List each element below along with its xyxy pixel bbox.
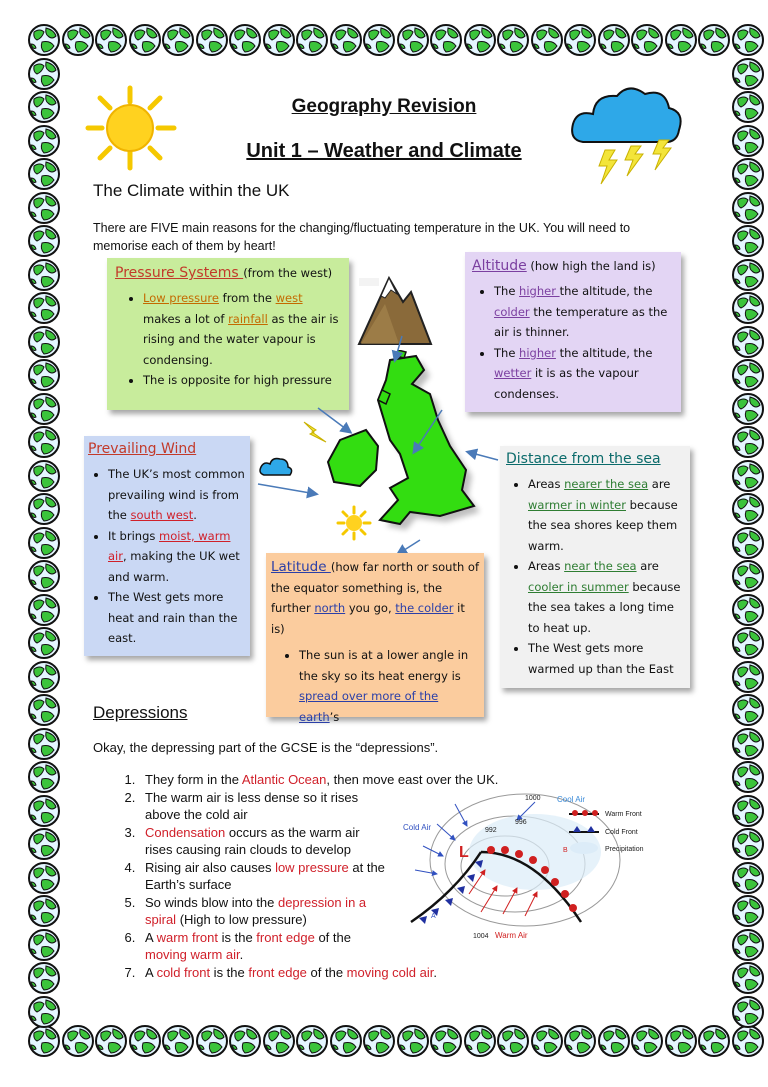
list-item: • Low pressure from the west makes a lot of rainfall as the air is rising and the water vapour is condensing.	[143, 288, 341, 370]
climate-heading: The Climate within the UK	[93, 181, 290, 200]
globe-icon	[730, 424, 766, 460]
globe-icon	[26, 357, 62, 393]
isobar-label: 1004	[473, 933, 489, 940]
globe-icon	[730, 324, 766, 360]
pressure-subtitle: (from the west)	[243, 266, 333, 280]
globe-icon	[26, 592, 62, 628]
list-item: • The West gets more warmed up than the East	[528, 638, 684, 679]
globe-icon	[160, 22, 196, 58]
latitude-box: Latitude (how far north or south of the equator something is, the further north you go, the colder it is) • The sun is at a lower angle in the sky so its heat energy is spread over more of the earth’s	[266, 553, 484, 717]
legend-precipitation: Precipitation	[605, 846, 644, 853]
globe-icon	[93, 1023, 129, 1059]
depressions-intro: Okay, the depressing part of the GCSE is the “depressions”.	[93, 740, 439, 755]
globe-icon	[227, 1023, 263, 1059]
point-a-label: A	[431, 913, 436, 920]
prevailing-wind-box	[84, 436, 250, 656]
globe-icon	[26, 290, 62, 326]
globe-icon	[26, 525, 62, 561]
list-item: 6. A warm front is the front edge of the moving warm air.	[139, 929, 389, 964]
globe-icon	[730, 960, 766, 996]
globe-icon	[294, 22, 330, 58]
globe-icon	[26, 257, 62, 293]
page-title: Geography Revision	[291, 96, 477, 117]
legend	[569, 810, 644, 854]
list-item: • Areas near the sea are cooler in summer because the sea takes a long time to heat up.	[528, 556, 684, 638]
pressure-systems-box	[107, 258, 349, 410]
globe-icon	[596, 1023, 632, 1059]
globe-icon	[730, 793, 766, 829]
isobar-label: 992	[485, 827, 497, 834]
globe-icon	[730, 357, 766, 393]
list-item: • The higher the altitude, the colder the temperature as the air is thinner.	[494, 281, 674, 343]
globe-icon	[26, 659, 62, 695]
globe-icon	[361, 1023, 397, 1059]
globe-icon	[730, 659, 766, 695]
globe-icon	[730, 458, 766, 494]
globe-icon	[26, 56, 62, 92]
globe-icon	[26, 22, 62, 58]
depressions-heading: Depressions	[93, 703, 188, 722]
globe-icon	[328, 1023, 364, 1059]
list-item: 5. So winds blow into the depression in a spiral (High to low pressure)	[139, 894, 389, 929]
globe-icon	[730, 56, 766, 92]
point-b-label: B	[563, 847, 568, 854]
globe-icon	[663, 1023, 699, 1059]
globe-icon	[127, 22, 163, 58]
globe-icon	[462, 1023, 498, 1059]
list-item: 7. A cold front is the front edge of the moving cold air.	[139, 964, 543, 982]
globe-icon	[227, 22, 263, 58]
globe-icon	[261, 22, 297, 58]
sun-icon	[80, 80, 180, 175]
globe-icon	[26, 726, 62, 762]
globe-icon	[361, 22, 397, 58]
globe-icon	[26, 793, 62, 829]
warm-air-label: Warm Air	[495, 931, 528, 940]
globe-icon	[730, 994, 766, 1030]
globe-icon	[730, 525, 766, 561]
altitude-subtitle: (how high the land is)	[526, 259, 656, 273]
mountain-icon	[355, 268, 435, 348]
globe-icon	[730, 223, 766, 259]
globe-icon	[730, 190, 766, 226]
list-item: • It brings moist, warm air, making the UK wet and warm.	[108, 526, 246, 588]
globe-icon	[730, 692, 766, 728]
globe-icon	[26, 391, 62, 427]
globe-icon	[60, 22, 96, 58]
globe-icon	[160, 1023, 196, 1059]
globe-icon	[328, 22, 364, 58]
globe-icon	[562, 1023, 598, 1059]
globe-icon	[462, 22, 498, 58]
globe-icon	[26, 491, 62, 527]
globe-icon	[730, 22, 766, 58]
globe-icon	[730, 927, 766, 963]
globe-icon	[395, 22, 431, 58]
altitude-title: Altitude	[472, 258, 527, 274]
globe-icon	[26, 994, 62, 1030]
sea-title: Distance from the sea	[506, 451, 661, 467]
globe-icon	[663, 22, 699, 58]
globe-icon	[26, 458, 62, 494]
latitude-title: Latitude	[271, 559, 331, 575]
globe-icon	[696, 22, 732, 58]
globe-icon	[730, 759, 766, 795]
pressure-title: Pressure Systems	[115, 265, 244, 281]
globe-icon	[730, 592, 766, 628]
list-item: 1. They form in the Atlantic Ocean, then move east over the UK.	[139, 771, 543, 789]
globe-icon	[261, 1023, 297, 1059]
list-item: • The UK’s most common prevailing wind is from the south west.	[108, 464, 246, 526]
globe-icon	[395, 1023, 431, 1059]
globe-icon	[495, 1023, 531, 1059]
globe-icon	[730, 558, 766, 594]
globe-icon	[730, 290, 766, 326]
list-item: • The is opposite for high pressure	[143, 370, 341, 391]
globe-icon	[696, 1023, 732, 1059]
globe-icon	[127, 1023, 163, 1059]
globe-icon	[26, 826, 62, 862]
globe-icon	[26, 927, 62, 963]
lightning-icon	[300, 418, 330, 446]
list-item: • Areas nearer the sea are warmer in winter because the sea shores keep them warm.	[528, 474, 684, 556]
globe-icon	[629, 22, 665, 58]
legend-cold-front: Cold Front	[605, 829, 638, 836]
legend-warm-front: Warm Front	[605, 811, 642, 818]
globe-icon	[730, 257, 766, 293]
globe-icon	[730, 625, 766, 661]
wind-title: Prevailing Wind	[88, 441, 197, 457]
globe-icon	[26, 190, 62, 226]
globe-icon	[562, 22, 598, 58]
list-item: • The West gets more heat and rain than the east.	[108, 587, 246, 649]
cloud-icon	[258, 455, 294, 481]
isobar-label: 996	[515, 819, 527, 826]
globe-icon	[93, 22, 129, 58]
globe-icon	[294, 1023, 330, 1059]
isobar-label: 1000	[525, 795, 541, 802]
globe-icon	[26, 692, 62, 728]
globe-icon	[529, 1023, 565, 1059]
globe-icon	[26, 625, 62, 661]
climate-intro: There are FIVE main reasons for the changing/fluctuating temperature in the UK. You will need to memorise each of them by heart!	[93, 221, 631, 253]
list-item: 3. Condensation occurs as the warm air rises causing rain clouds to develop	[139, 824, 389, 859]
globe-icon	[495, 22, 531, 58]
globe-icon	[26, 324, 62, 360]
globe-icon	[26, 223, 62, 259]
list-item: • The higher the altitude, the wetter it is as the vapour condenses.	[494, 343, 674, 405]
globe-icon	[26, 759, 62, 795]
globe-icon	[428, 22, 464, 58]
low-label: L	[459, 844, 469, 861]
depression-diagram	[385, 782, 685, 952]
list-item: • The sun is at a lower angle in the sky so its heat energy is spread over more of the earth’s	[299, 645, 479, 727]
globe-icon	[529, 22, 565, 58]
globe-icon	[730, 826, 766, 862]
globe-icon	[26, 893, 62, 929]
storm-cloud-icon	[565, 80, 690, 190]
globe-icon	[730, 726, 766, 762]
globe-icon	[194, 1023, 230, 1059]
globe-icon	[730, 893, 766, 929]
globe-icon	[26, 960, 62, 996]
globe-icon	[26, 558, 62, 594]
page-subtitle: Unit 1 – Weather and Climate	[246, 140, 522, 162]
list-item: 4. Rising air also causes low pressure at the Earth’s surface	[139, 859, 389, 894]
globe-icon	[730, 860, 766, 896]
globe-icon	[26, 860, 62, 896]
globe-icon	[26, 424, 62, 460]
small-sun-icon	[336, 505, 372, 541]
globe-icon	[629, 1023, 665, 1059]
globe-icon	[596, 22, 632, 58]
cool-air-label: Cool Air	[557, 795, 586, 804]
globe-icon	[730, 391, 766, 427]
globe-icon	[194, 22, 230, 58]
distance-from-sea-box	[500, 446, 690, 688]
globe-icon	[428, 1023, 464, 1059]
globe-icon	[730, 491, 766, 527]
list-item: 2. The warm air is less dense so it rises above the cold air	[139, 789, 389, 824]
globe-icon	[60, 1023, 96, 1059]
cold-air-label: Cold Air	[403, 823, 432, 832]
